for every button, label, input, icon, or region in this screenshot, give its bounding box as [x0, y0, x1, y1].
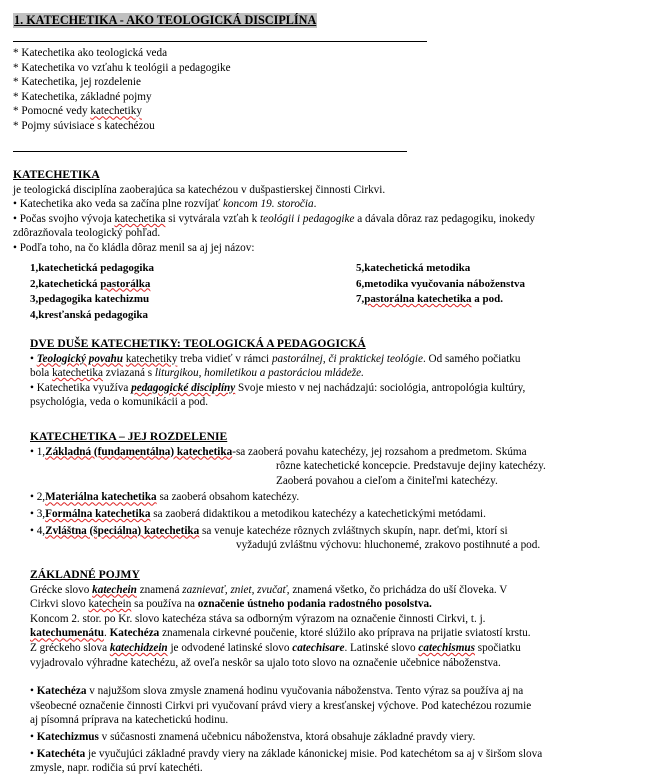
section-katechetika: [13, 168, 625, 256]
paragraph-line: Z gréckeho slova katechidzein je odvodené latinské slovo catechisare. Latinské slovo catechismus spočiatku: [30, 641, 521, 654]
toc-item: * Katechetika, základné pojmy: [13, 90, 152, 103]
title-divider: [13, 41, 427, 42]
toc-item: * Katechetika vo vzťahu k teológii a pedagogike: [13, 61, 231, 74]
paragraph-line: • Počas svojho vývoja katechetika si vytvárala vzťah k teológii i pedagogike a dávala dôraz raz pedagogiku, inokedy: [13, 212, 535, 225]
document-title: 1. KATECHETIKA - AKO TEOLOGICKÁ DISCIPLÍNA: [14, 13, 317, 27]
name-item: 6,metodika vyučovania náboženstva: [356, 277, 525, 290]
paragraph-line: • 1,Základná (fundamentálna) katechetika-sa zaoberá povahu katechézy, jej rozsahom a predmetom. Skúma: [30, 445, 527, 458]
paragraph-line: Cirkvi slovo katechein sa používa na označenie ústneho podania radostného posolstva.: [30, 598, 432, 611]
section-zakladne-pojmy: [30, 568, 630, 776]
paragraph-line: • Katechéza v najužšom slova zmysle znamená hodinu vyučovania náboženstva. Tento výraz sa používa aj na: [30, 685, 524, 698]
paragraph-line: Koncom 2. stor. po Kr. slovo katechéza stáva sa odborným výrazom na označenie činnosti Cirkvi, t. j.: [30, 612, 486, 625]
paragraph-line: • Teologický povahu katechetiky treba vidieť v rámci pastorálnej, či praktickej teológie. Od samého počiatku: [30, 352, 521, 365]
name-item: 3,pedagogika katechizmu: [30, 293, 150, 305]
section-heading: ZÁKLADNÉ POJMY: [30, 568, 140, 581]
toc-item: * Katechetika, jej rozdelenie: [13, 76, 141, 89]
section-heading: DVE DUŠE KATECHETIKY: TEOLOGICKÁ A PEDAGOGICKÁ: [30, 337, 366, 350]
section-heading: KATECHETIKA – JEJ ROZDELENIE: [30, 430, 228, 443]
paragraph-line: aj písomná príprava na katechetickú hodinu.: [30, 714, 229, 727]
paragraph-line: bola katechetika zviazaná s liturgikou, homiletikou a pastoráciou mládeže.: [30, 367, 364, 380]
paragraph-line: • Katechetika využíva pedagogické disciplíny Svoje miesto v nej nachádzajú: sociológia, antropológia kultúry,: [30, 381, 526, 394]
paragraph-line: vyžadujú zvláštnu výchovu: hluchonemé, zrakovo postihnuté a pod.: [236, 539, 541, 552]
name-item: 4,kresťanská pedagogika: [30, 308, 149, 321]
paragraph-line: rôzne katechetické koncepcie. Predstavuje dejiny katechézy.: [276, 460, 546, 473]
paragraph-line: • Katechetika ako veda sa začína plne rozvíjať koncom 19. storočia.: [13, 198, 317, 211]
paragraph-line: • Podľa toho, na čo kládla dôraz menil sa aj jej názov:: [13, 241, 255, 254]
paragraph-line: je teologická disciplína zaoberajúca sa katechézou v dušpastierskej činnosti Cirkvi.: [13, 183, 386, 196]
name-item: 2,katechetická pastorálka: [30, 277, 151, 290]
toc-item: * Pomocné vedy katechetiky: [13, 105, 142, 118]
toc-item: * Pojmy súvisiace s katechézou: [13, 119, 155, 132]
paragraph-line: všeobecné označenie činnosti Cirkvi pri vyučovaní právd viery a kresťanskej výchove. Pod katechézou rozumie: [30, 699, 532, 712]
paragraph-line: • 4,Zvláštna (špeciálna) katechetika sa venuje katechéze rôznych zvláštnych skupín, napr. deťmi, ktorí si: [30, 524, 508, 537]
paragraph-line: • Katechizmus v súčasnosti znamená učebnicu náboženstva, ktorá obsahuje základné pravdy viery.: [30, 730, 476, 743]
paragraph-line: vyjadrovalo výhradne katechézu, až oveľa neskôr sa ujalo toto slovo na označenie učebnice náboženstva.: [30, 656, 501, 669]
section-heading: KATECHETIKA: [13, 168, 100, 181]
name-item: 5,katechetická metodika: [356, 262, 471, 274]
paragraph-line: • Katechéta je vyučujúci základné pravdy viery na základe kánonickej misie. Pod katechétom sa aj v širšom slova: [30, 747, 543, 760]
section-dve-duse: [30, 337, 630, 410]
paragraph-line: Zaoberá povahou a cieľom a činiteľmi katechézy.: [276, 474, 498, 487]
paragraph-line: • 2,Materiálna katechetika sa zaoberá obsahom katechézy.: [30, 491, 300, 504]
name-item: 7,pastorálna katechetika a pod.: [356, 293, 503, 305]
names-column-right: [356, 261, 525, 308]
toc-list: [13, 46, 625, 134]
paragraph-line: zdôrazňovala teologický pohľad.: [13, 227, 161, 240]
names-column-left: [30, 261, 154, 323]
paragraph-line: • 3,Formálna katechetika sa zaoberá didaktikou a metodikou katechézy a katechetickými metódami.: [30, 507, 486, 520]
toc-item: * Katechetika ako teologická veda: [13, 47, 168, 59]
toc-divider: [13, 151, 407, 152]
section-rozdelenie: [30, 430, 630, 553]
paragraph-line: psychológia, veda o komunikácii a pod.: [30, 396, 209, 409]
paragraph-line: Grécke slovo katechein znamená zaznievať, zniet, zvučať, znamená všetko, čo prichádza do uší človeka. V: [30, 583, 508, 596]
paragraph-line: zmysle, napr. rodičia sú prví katechéti.: [30, 762, 203, 775]
name-item: 1,katechetická pedagogika: [30, 262, 155, 274]
paragraph-line: katechumenátu. Katechéza znamenala cirkevné poučenie, ktoré slúžilo ako príprava na prijatie sviatostí krstu.: [30, 627, 531, 640]
